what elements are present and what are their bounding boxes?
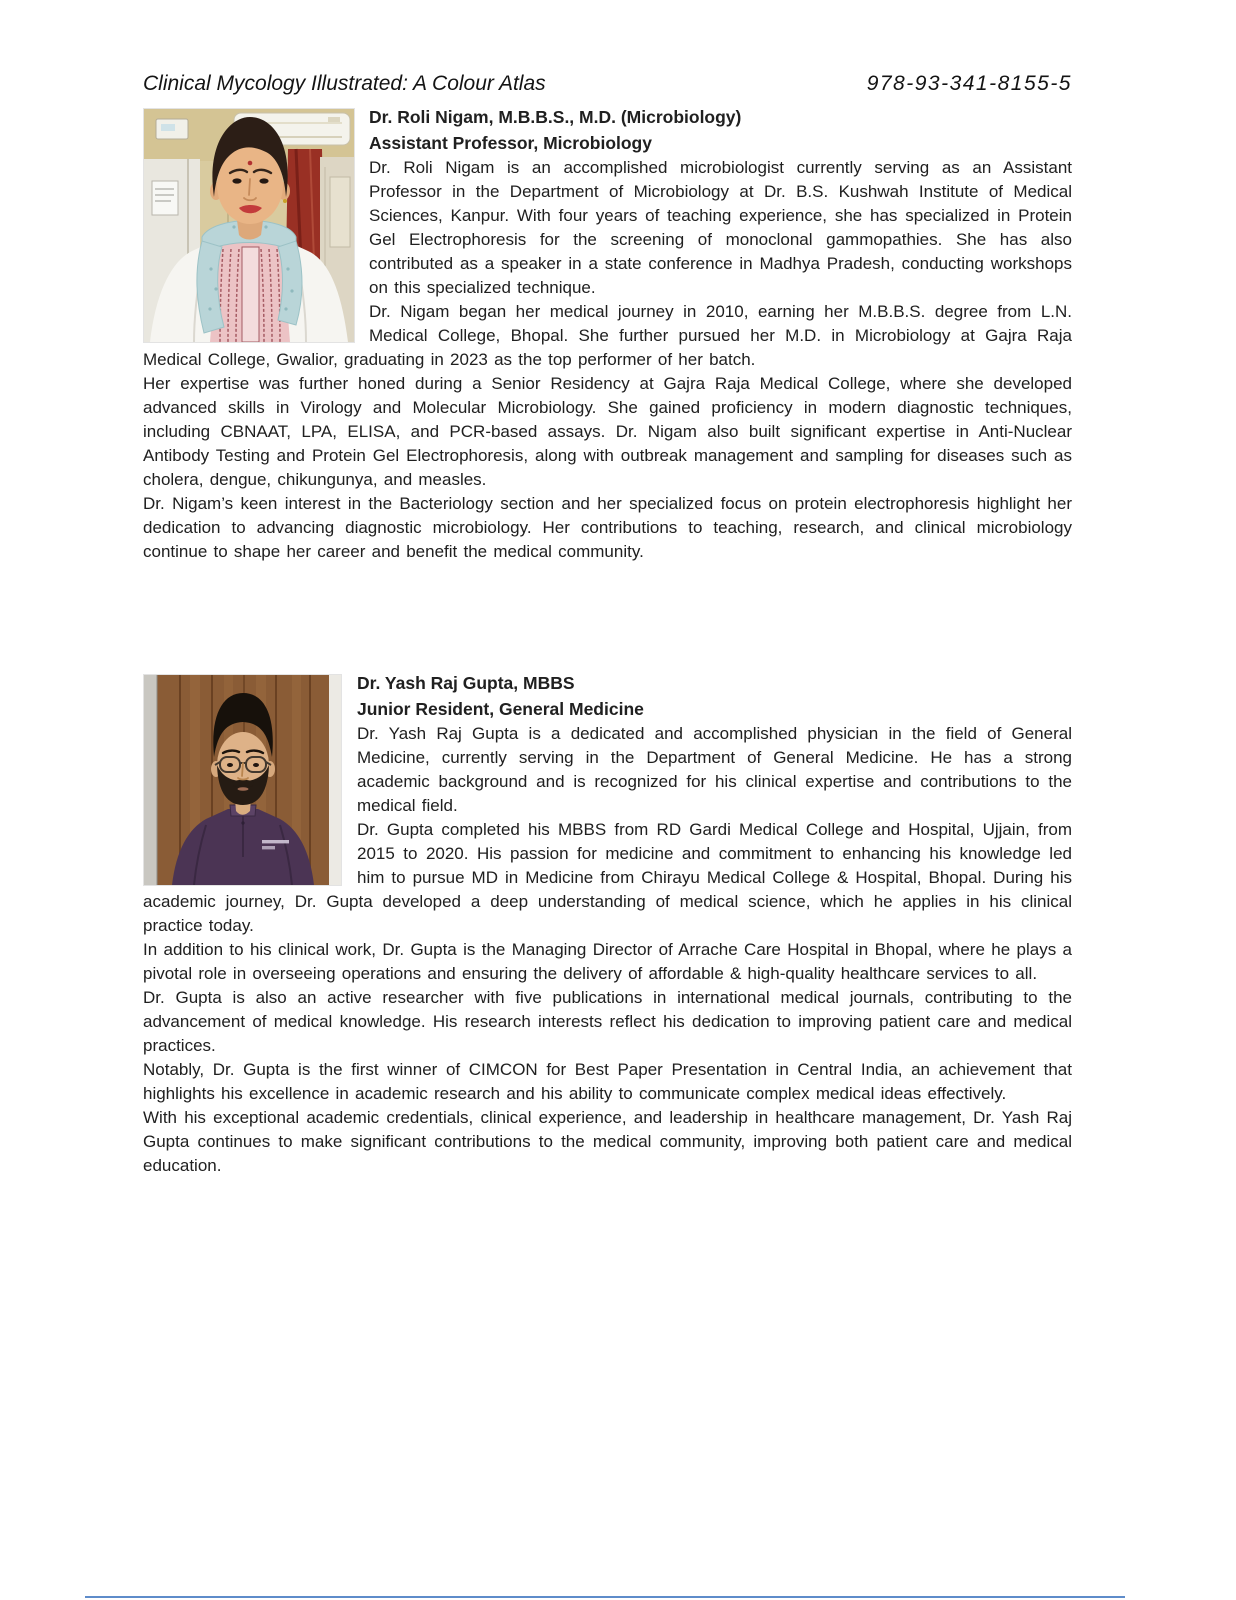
- isbn-number: 978-93-341-8155-5: [866, 72, 1072, 95]
- bio-role: Junior Resident, General Medicine: [357, 699, 644, 719]
- bio-yash-raj-gupta: [143, 670, 1072, 1178]
- bio-paragraph: With his exceptional academic credentials, clinical experience, and leadership in healthcare management, Dr. Yash Raj Gupta continues to make significant contributions to the medical community, improving both patient care and medical education.: [143, 1108, 1072, 1175]
- footer-rule: [85, 1596, 1125, 1598]
- bio-role: Assistant Professor, Microbiology: [369, 133, 652, 153]
- portrait-yash-raj-gupta-illustration: [144, 675, 341, 885]
- bio-paragraph: Dr. Gupta is also an active researcher with five publications in international medical journals, contributing to the advancement of medical knowledge. His research interests reflect his dedication to improving patient care and medical practices.: [143, 988, 1072, 1055]
- bio-paragraph: Dr. Nigam began her medical journey in 2010, earning her M.B.B.S. degree from L.N. Medical College, Bhopal. She further pursued her M.D. in Microbiology at Gajra Raja Medical College, Gwalior, graduating in 2023 as the top performer of her batch.: [143, 302, 1072, 369]
- bio-paragraph: In addition to his clinical work, Dr. Gupta is the Managing Director of Arrache Care Hospital in Bhopal, where he plays a pivotal role in overseeing operations and ensuring the delivery of affordable & high-quality healthcare services to all.: [143, 940, 1072, 983]
- bio-paragraph: Notably, Dr. Gupta is the first winner of CIMCON for Best Paper Presentation in Central India, an achievement that highlights his excellence in academic research and his ability to communicate complex medical ideas effectively.: [143, 1060, 1072, 1103]
- bio-paragraph: Dr. Roli Nigam is an accomplished microbiologist currently serving as an Assistant Professor in the Department of Microbiology at Dr. B.S. Kushwah Institute of Medical Sciences, Kanpur. With four years of teaching experience, she has specialized in Protein Gel Electrophoresis for the screening of monoclonal gammopathies. She has also contributed as a speaker in a state conference in Madhya Pradesh, conducting workshops on this specialized technique.: [369, 158, 1072, 297]
- bio-paragraph: Dr. Nigam’s keen interest in the Bacteriology section and her specialized focus on protein electrophoresis highlight her dedication to advancing diagnostic microbiology. Her contributions to teaching, research, and clinical microbiology continue to shape her career and benefit the medical community.: [143, 494, 1072, 561]
- photo-roli-nigam: [143, 108, 355, 343]
- book-title: Clinical Mycology Illustrated: A Colour Atlas: [143, 72, 546, 95]
- photo-yash-raj-gupta: [143, 674, 342, 886]
- bio-name: Dr. Roli Nigam, M.B.B.S., M.D. (Microbiology): [369, 107, 742, 127]
- bio-roli-nigam: [143, 104, 1072, 564]
- bio-name: Dr. Yash Raj Gupta, MBBS: [357, 673, 575, 693]
- bio-paragraph: Dr. Gupta completed his MBBS from RD Gardi Medical College and Hospital, Ujjain, from 2015 to 2020. His passion for medicine and commitment to enhancing his knowledge led him to pursue MD in Medicine from Chirayu Medical College & Hospital, Bhopal. During his academic journey, Dr. Gupta developed a deep understanding of medical science, which he applies in his clinical practice today.: [143, 820, 1072, 935]
- page-header: [143, 72, 1072, 96]
- bio-paragraph: Dr. Yash Raj Gupta is a dedicated and accomplished physician in the field of General Medicine, currently serving in the Department of General Medicine. He has a strong academic background and is recognized for his clinical expertise and contributions to the medical field.: [357, 724, 1072, 815]
- portrait-roli-nigam-illustration: [144, 109, 354, 342]
- bio-paragraph: Her expertise was further honed during a Senior Residency at Gajra Raja Medical College, where she developed advanced skills in Virology and Molecular Microbiology. She gained proficiency in modern diagnostic techniques, including CBNAAT, LPA, ELISA, and PCR-based assays. Dr. Nigam also built significant expertise in Anti-Nuclear Antibody Testing and Protein Gel Electrophoresis, along with outbreak management and sampling for diseases such as cholera, dengue, chikungunya, and measles.: [143, 374, 1072, 489]
